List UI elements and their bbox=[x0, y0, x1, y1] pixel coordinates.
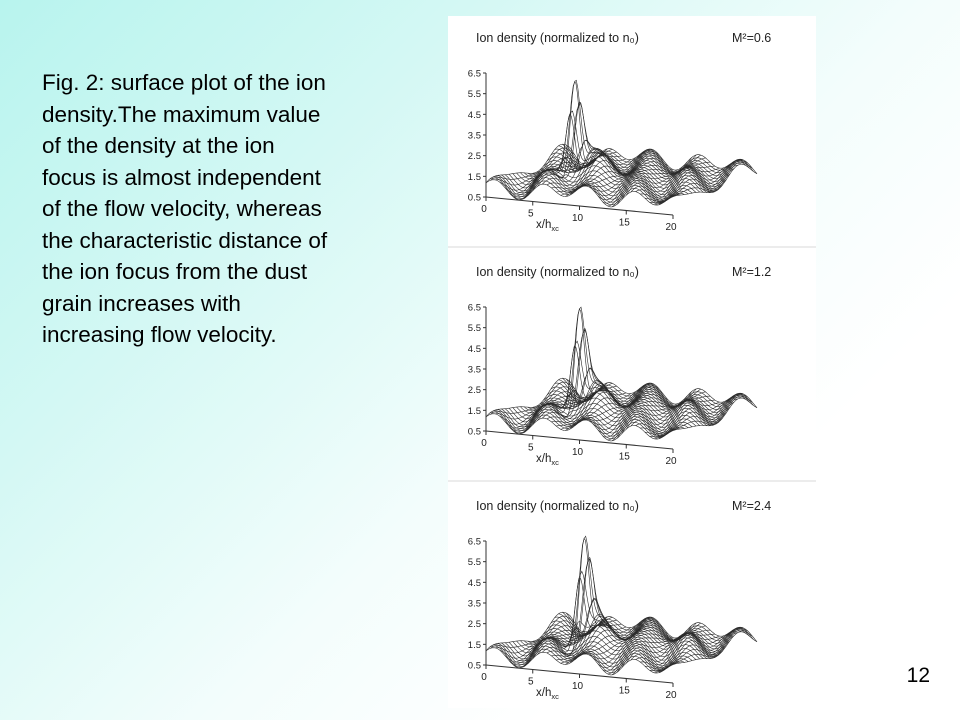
x-tick-label: 15 bbox=[618, 451, 630, 463]
mesh-line-y bbox=[612, 155, 696, 207]
x-tick-label: 10 bbox=[571, 447, 584, 458]
plot-title: Ion density (normalized to n₀) bbox=[476, 31, 639, 45]
surface-plot-3 bbox=[448, 481, 816, 701]
x-tick-label: 0 bbox=[481, 204, 487, 215]
x-tick-label: 15 bbox=[618, 217, 630, 229]
x-tick-label: 20 bbox=[665, 456, 677, 467]
x-axis bbox=[481, 665, 677, 701]
plot-title: Ion density (normalized to n₀) bbox=[476, 265, 639, 279]
x-axis-label: $x/h_{xc}$ bbox=[536, 453, 559, 467]
z-tick-label: 1.5 bbox=[467, 171, 481, 183]
surface-plot-2 bbox=[448, 247, 816, 467]
x-tick-label: 0 bbox=[481, 672, 487, 683]
x-tick-label: 5 bbox=[527, 442, 534, 454]
z-tick-label: 5.5 bbox=[467, 89, 481, 101]
z-tick-label: 2.5 bbox=[467, 151, 481, 163]
parameter-label: M²=1.2 bbox=[732, 265, 772, 279]
surface-mesh bbox=[486, 536, 757, 675]
surface-plot-1 bbox=[468, 31, 772, 233]
z-tick-label: 3.5 bbox=[467, 130, 481, 142]
x-axis bbox=[481, 431, 677, 467]
mesh-line-x bbox=[486, 180, 673, 207]
mesh-line-x bbox=[524, 341, 711, 425]
z-tick-label: 5.5 bbox=[467, 323, 481, 335]
z-tick-label: 4.5 bbox=[467, 577, 481, 589]
surface-mesh bbox=[486, 307, 757, 441]
z-tick-label: 3.5 bbox=[467, 364, 481, 376]
z-axis bbox=[468, 303, 486, 438]
mesh-line-x bbox=[501, 641, 688, 669]
z-tick-label: 4.5 bbox=[467, 109, 481, 121]
x-tick-label: 20 bbox=[665, 222, 677, 233]
surface-plots-svg bbox=[448, 16, 816, 708]
z-tick-label: 4.5 bbox=[467, 343, 481, 355]
z-tick-label: 2.5 bbox=[467, 619, 481, 631]
z-tick-label: 0.5 bbox=[467, 426, 481, 438]
z-tick-label: 0.5 bbox=[467, 192, 481, 204]
z-tick-label: 6.5 bbox=[467, 302, 481, 314]
x-tick-label: 5 bbox=[527, 676, 534, 688]
z-tick-label: 5.5 bbox=[467, 557, 481, 569]
x-axis bbox=[481, 197, 677, 233]
x-axis-label: $x/h_{xc}$ bbox=[536, 687, 559, 701]
surface-mesh bbox=[486, 80, 757, 207]
parameter-label: M²=0.6 bbox=[732, 31, 772, 45]
parameter-label: M²=2.4 bbox=[732, 499, 772, 513]
x-tick-label: 5 bbox=[527, 208, 534, 220]
z-tick-label: 6.5 bbox=[467, 68, 481, 80]
z-tick-label: 3.5 bbox=[467, 598, 481, 610]
plot-title: Ion density (normalized to n₀) bbox=[476, 499, 639, 513]
page-number: 12 bbox=[906, 664, 930, 687]
z-tick-label: 1.5 bbox=[467, 639, 481, 651]
z-axis bbox=[468, 537, 486, 672]
z-tick-label: 6.5 bbox=[467, 536, 481, 548]
x-tick-label: 0 bbox=[481, 438, 487, 449]
x-axis-label: $x/h_{xc}$ bbox=[536, 219, 559, 233]
x-tick-label: 15 bbox=[618, 685, 630, 697]
x-tick-label: 10 bbox=[571, 681, 584, 692]
z-tick-label: 2.5 bbox=[467, 385, 481, 397]
z-tick-label: 1.5 bbox=[467, 405, 481, 417]
z-axis bbox=[468, 69, 486, 204]
figure-caption: Fig. 2: surface plot of the ion density.The maximum value of the density at the ion focus is almost independent of the flow velocity, whereas the characteristic distance of the ion focus from the dust grain increases with increasing flow velocity. bbox=[42, 70, 328, 347]
z-tick-label: 0.5 bbox=[467, 660, 481, 672]
x-tick-label: 10 bbox=[571, 213, 584, 224]
surface-plots-figure bbox=[448, 16, 816, 708]
x-tick-label: 20 bbox=[665, 690, 677, 701]
